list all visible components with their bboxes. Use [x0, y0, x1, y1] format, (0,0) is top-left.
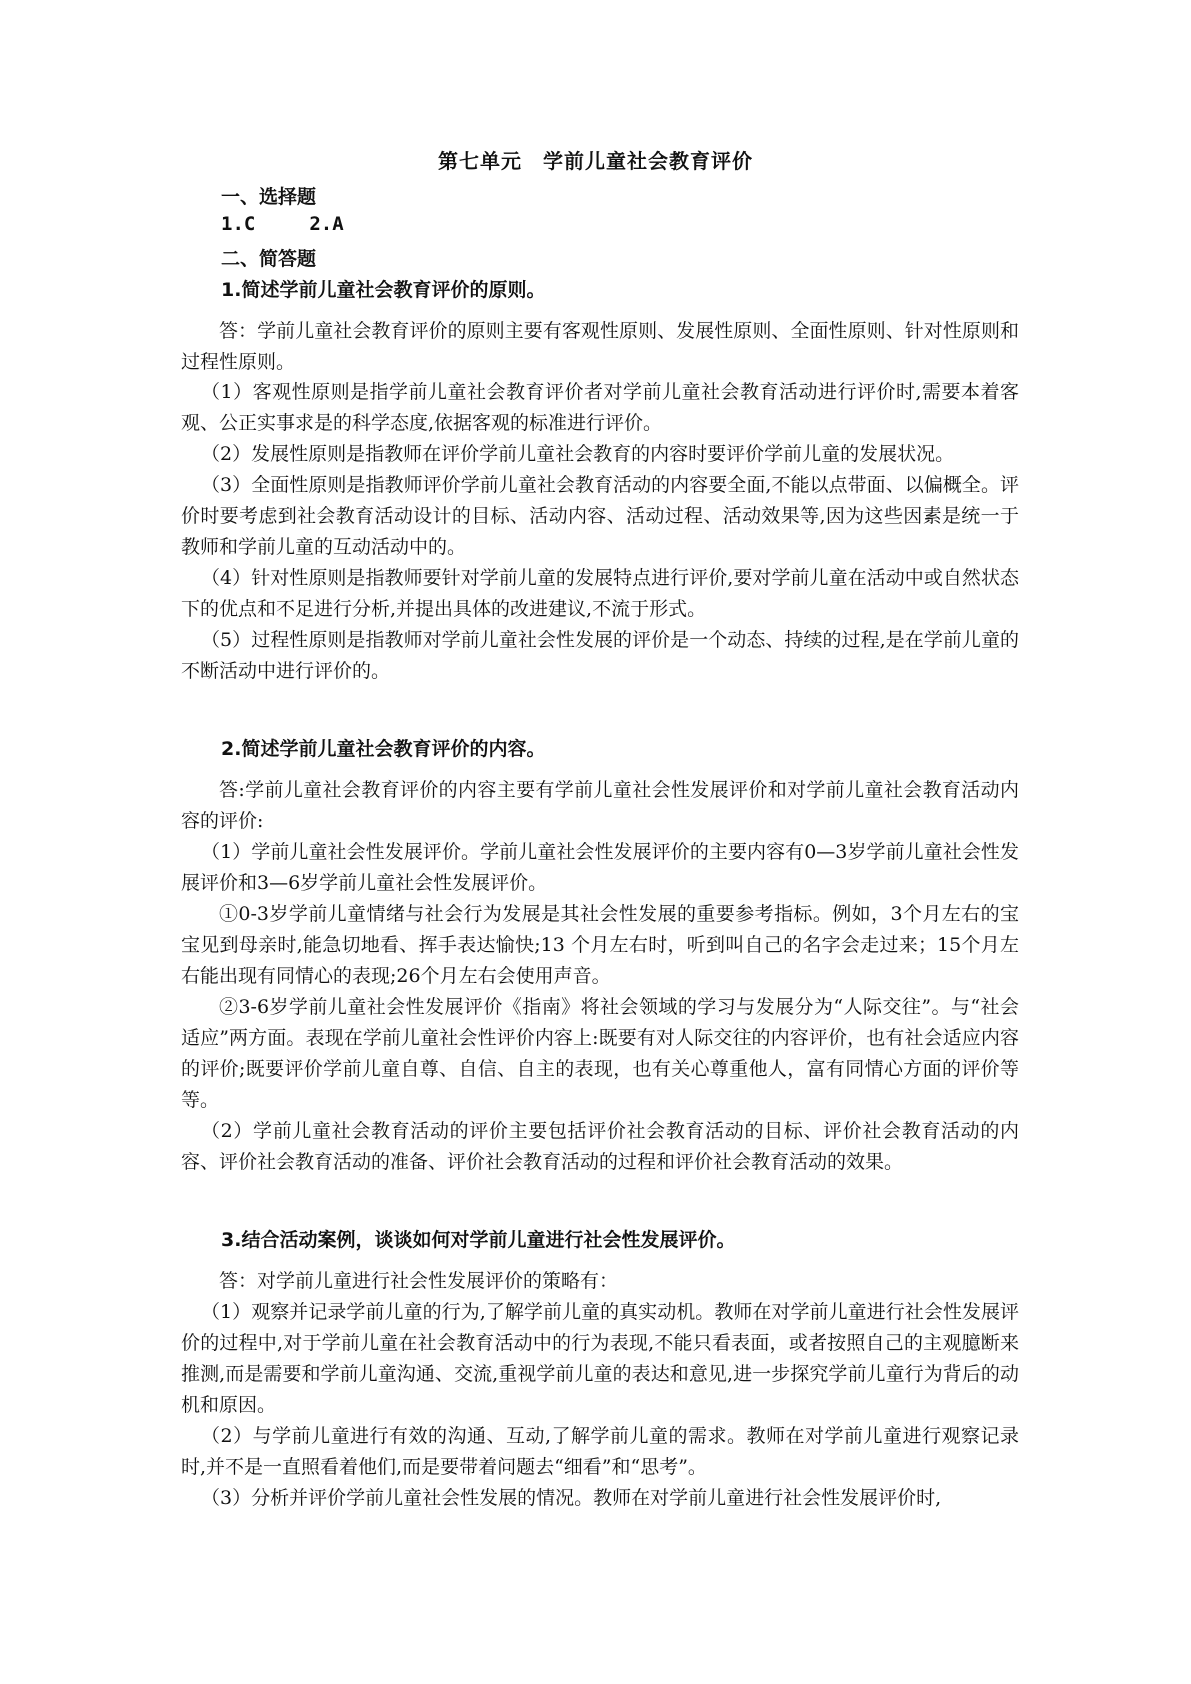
answer-1-point: （3）全面性原则是指教师评价学前儿童社会教育活动的内容要全面,不能以点带面、以偏概全。评价时要考虑到社会教育活动设计的目标、活动内容、活动过程、活动效果等,因为这些因素是统一于教师和学前儿童的互动活动中的。: [181, 474, 1019, 558]
answer-2-part-1a: ①0-3岁学前儿童情绪与社会行为发展是其社会性发展的重要参考指标。例如，3个月左右的宝宝见到母亲时,能急切地看、挥手表达愉快;13 个月左右时，听到叫自己的名字会走过来；15个月左右能出现有同情心的表现;26个月左右会使用声音。: [181, 903, 1019, 987]
answer-1-point: （5）过程性原则是指教师对学前儿童社会性发展的评价是一个动态、持续的过程,是在学前儿童的不断活动中进行评价的。: [181, 629, 1019, 682]
answer-1-point: （2）发展性原则是指教师在评价学前儿童社会教育的内容时要评价学前儿童的发展状况。: [201, 443, 955, 465]
question-2: 2.简述学前儿童社会教育评价的内容。: [221, 738, 546, 760]
answer-1-point: （4）针对性原则是指教师要针对学前儿童的发展特点进行评价,要对学前儿童在活动中或自然状态下的优点和不足进行分析,并提出具体的改进建议,不流于形式。: [181, 567, 1019, 620]
answer-2-part-1: （1）学前儿童社会性发展评价。学前儿童社会性发展评价的主要内容有0—3岁学前儿童社会性发展评价和3—6岁学前儿童社会性发展评价。: [181, 841, 1019, 894]
choice-answer-2: 2.A: [309, 213, 344, 235]
answer-1-intro: 答：学前儿童社会教育评价的原则主要有客观性原则、发展性原则、全面性原则、针对性原则和过程性原则。: [181, 320, 1019, 373]
question-1: 1.简述学前儿童社会教育评价的原则。: [221, 279, 546, 301]
choice-answer-1: 1.C: [221, 213, 256, 235]
answer-3-point: （3）分析并评价学前儿童社会性发展的情况。教师在对学前儿童进行社会性发展评价时,: [201, 1487, 942, 1509]
answer-1-point: （1）客观性原则是指学前儿童社会教育评价者对学前儿童社会教育活动进行评价时,需要本着客观、公正实事求是的科学态度,依据客观的标准进行评价。: [181, 381, 1019, 434]
page-title: 第七单元 学前儿童社会教育评价: [438, 149, 753, 173]
answer-2-part-1b: ②3-6岁学前儿童社会性发展评价《指南》将社会领域的学习与发展分为“人际交往”。与“社会适应”两方面。表现在学前儿童社会性评价内容上:既要有对人际交往的内容评价，也有社会适应内容的评价;既要评价学前儿童自尊、自信、自主的表现，也有关心尊重他人，富有同情心方面的评价等等。: [181, 996, 1019, 1111]
answer-3-point: （2）与学前儿童进行有效的沟通、互动,了解学前儿童的需求。教师在对学前儿童进行观察记录时,并不是一直照看着他们,而是要带着问题去“细看”和“思考”。: [181, 1425, 1019, 1478]
answer-2-intro: 答:学前儿童社会教育评价的内容主要有学前儿童社会性发展评价和对学前儿童社会教育活动内容的评价:: [181, 779, 1019, 832]
answer-3-point: （1）观察并记录学前儿童的行为,了解学前儿童的真实动机。教师在对学前儿童进行社会性发展评价的过程中,对于学前儿童在社会教育活动中的行为表现,不能只看表面，或者按照自己的主观臆断来推测,而是需要和学前儿童沟通、交流,重视学前儿童的表达和意见,进一步探究学前儿童行为背后的动机和原因。: [181, 1301, 1019, 1416]
section-heading-choice: 一、选择题: [221, 186, 317, 208]
answer-2-part-2: （2）学前儿童社会教育活动的评价主要包括评价社会教育活动的目标、评价社会教育活动的内容、评价社会教育活动的准备、评价社会教育活动的过程和评价社会教育活动的效果。: [181, 1120, 1019, 1173]
question-3: 3.结合活动案例，谈谈如何对学前儿童进行社会性发展评价。: [221, 1229, 736, 1251]
answer-3-intro: 答：对学前儿童进行社会性发展评价的策略有：: [219, 1270, 619, 1292]
choice-answers: [221, 213, 344, 235]
section-heading-short-answer: 二、简答题: [221, 248, 317, 270]
